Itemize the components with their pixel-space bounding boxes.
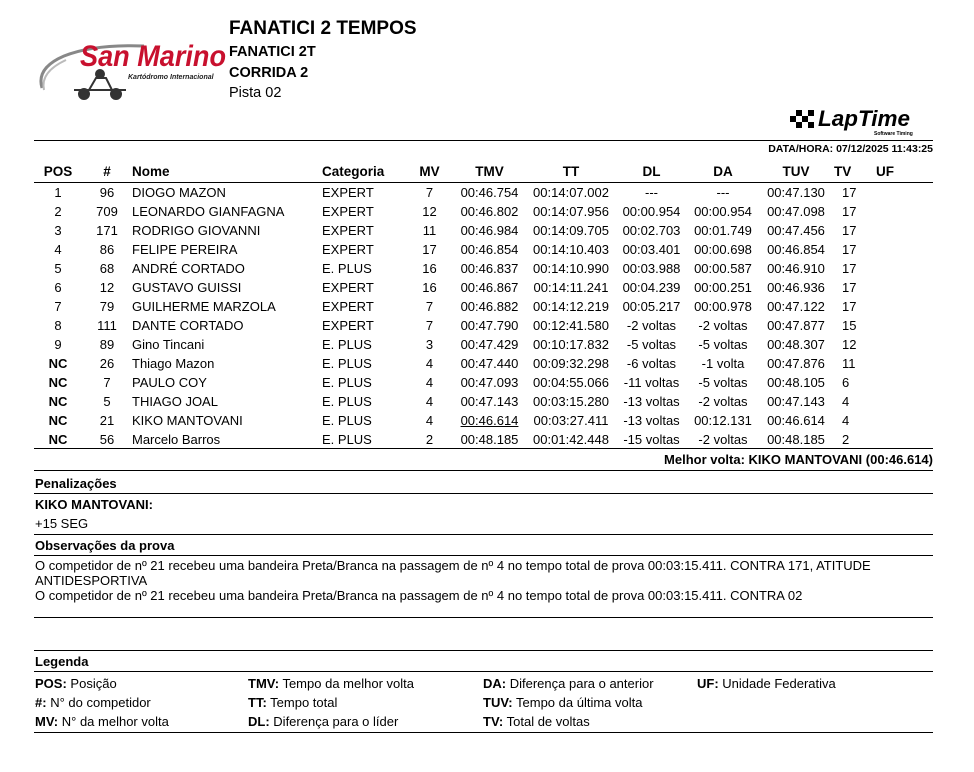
cell-tmv: 00:46.984	[460, 223, 519, 238]
cell-number: 111	[97, 318, 117, 333]
cell-uf	[876, 373, 933, 392]
col-header-tv: TV	[834, 160, 876, 183]
table-row	[34, 392, 933, 411]
cell-tmv: 00:48.185	[460, 432, 519, 447]
legend-divider	[34, 671, 933, 672]
cell-tt: 00:14:07.956	[533, 204, 609, 219]
cell-da: -2 voltas	[698, 394, 748, 409]
best-lap-divider	[34, 470, 933, 471]
cell-dl: 00:00.954	[622, 204, 681, 219]
cell-da: 00:00.251	[694, 280, 752, 295]
cell-name: Gino Tincani	[132, 337, 205, 352]
table-row	[34, 221, 933, 240]
cell-category: E. PLUS	[322, 375, 372, 390]
table-row	[34, 183, 933, 203]
cell-tv: 17	[842, 299, 857, 314]
cell-category: E. PLUS	[322, 356, 372, 371]
cell-uf	[876, 411, 933, 430]
cell-name: THIAGO JOAL	[132, 394, 218, 409]
cell-tuv: 00:48.185	[767, 432, 825, 447]
cell-da: -2 voltas	[698, 318, 748, 333]
cell-name: KIKO MANTOVANI	[132, 413, 243, 428]
cell-tmv: 00:46.882	[460, 299, 519, 314]
table-row	[34, 202, 933, 221]
legend-item-da: DA: Diferença para o anterior	[483, 676, 654, 691]
cell-mv: 12	[422, 204, 437, 219]
table-row	[34, 335, 933, 354]
cell-da: -5 voltas	[698, 375, 748, 390]
cell-number: 171	[96, 223, 118, 238]
col-header-category: Categoria	[322, 160, 407, 183]
cell-tt: 00:09:32.298	[533, 356, 609, 371]
observations-top-divider	[34, 534, 933, 535]
cell-da: 00:00.954	[694, 204, 752, 219]
cell-pos: 5	[54, 261, 62, 276]
cell-tt: 00:10:17.832	[533, 337, 609, 352]
legend-top-divider	[34, 650, 933, 651]
legend-item-tt: TT: Tempo total	[248, 695, 338, 710]
laptime-subtitle: Software Timing	[874, 131, 913, 137]
cell-uf	[876, 240, 933, 259]
cell-tmv: 00:46.614	[460, 413, 519, 428]
cell-pos: NC	[48, 413, 68, 428]
table-row	[34, 373, 933, 392]
cell-tt: 00:03:15.280	[533, 394, 609, 409]
cell-tv: 15	[842, 318, 857, 333]
cell-tt: 00:14:10.403	[533, 242, 609, 257]
cell-number: 56	[99, 432, 115, 447]
cell-dl: -2 voltas	[626, 318, 677, 333]
table-row	[34, 316, 933, 335]
col-header-da: DA	[688, 160, 758, 183]
cell-name: GUILHERME MARZOLA	[132, 299, 276, 314]
cell-tv: 11	[842, 356, 856, 371]
cell-name: DANTE CORTADO	[132, 318, 244, 333]
cell-tt: 00:14:07.002	[533, 185, 609, 200]
cell-mv: 16	[422, 261, 437, 276]
cell-mv: 7	[425, 318, 434, 333]
cell-tt: 00:03:27.411	[533, 413, 609, 428]
cell-tt: 00:12:41.580	[533, 318, 609, 333]
col-header-number: #	[82, 160, 132, 183]
penalties-divider	[34, 493, 933, 494]
cell-tuv: 00:47.456	[767, 223, 825, 238]
table-row	[34, 259, 933, 278]
event-subtitle: FANATICI 2T	[229, 44, 316, 60]
cell-tuv: 00:46.614	[767, 413, 825, 428]
penalties-title: Penalizações	[35, 476, 117, 491]
cell-number: 89	[99, 337, 115, 352]
cell-da: -2 voltas	[698, 432, 748, 447]
legend-item-pos: POS: Posição	[35, 676, 117, 691]
legend-item-tmv: TMV: Tempo da melhor volta	[248, 676, 414, 691]
cell-tv: 17	[842, 185, 857, 200]
cell-category: E. PLUS	[322, 337, 372, 352]
cell-category: EXPERT	[322, 280, 374, 295]
cell-category: EXPERT	[322, 204, 374, 219]
cell-tuv: 00:47.877	[767, 318, 825, 333]
cell-uf	[876, 430, 933, 449]
cell-tv: 12	[842, 337, 857, 352]
cell-tmv: 00:47.093	[460, 375, 519, 390]
cell-category: EXPERT	[322, 185, 374, 200]
cell-tt: 00:14:12.219	[533, 299, 609, 314]
cell-dl: 00:05.217	[622, 299, 681, 314]
cell-da: 00:00.587	[694, 261, 752, 276]
cell-uf	[876, 202, 933, 221]
table-row	[34, 278, 933, 297]
cell-category: EXPERT	[322, 318, 374, 333]
cell-tv: 2	[842, 432, 850, 447]
cell-pos: NC	[48, 394, 68, 409]
cell-number: 7	[103, 375, 111, 390]
san-marino-logo	[34, 38, 228, 104]
observation-line-2: O competidor de nº 21 recebeu uma bandeira Preta/Branca na passagem de nº 4 no tempo total de prova 00:03:15.411. CONTRA 02	[35, 588, 803, 603]
cell-tmv: 00:46.854	[460, 242, 519, 257]
penalty-driver: KIKO MANTOVANI:	[35, 497, 153, 512]
table-row	[34, 430, 933, 449]
cell-tuv: 00:48.105	[767, 375, 825, 390]
cell-mv: 11	[422, 223, 437, 238]
cell-tuv: 00:47.876	[767, 356, 825, 371]
cell-number: 96	[99, 185, 115, 200]
cell-tv: 17	[842, 280, 857, 295]
cell-category: E. PLUS	[322, 432, 372, 447]
penalty-value: +15 SEG	[35, 516, 89, 531]
cell-mv: 17	[422, 242, 437, 257]
cell-number: 709	[96, 204, 118, 219]
cell-uf	[876, 316, 933, 335]
cell-da: 00:01.749	[694, 223, 752, 238]
cell-dl: -15 voltas	[623, 432, 680, 447]
cell-mv: 4	[425, 394, 434, 409]
cell-number: 12	[99, 280, 115, 295]
cell-category: E. PLUS	[322, 261, 372, 276]
cell-name: Marcelo Barros	[132, 432, 221, 447]
observations-bottom-divider	[34, 617, 933, 618]
observation-line-1: O competidor de nº 21 recebeu uma bandeira Preta/Branca na passagem de nº 4 no tempo total de prova 00:03:15.411. CONTRA 171, ATITUDE ANTIDESPORTIVA	[35, 558, 871, 588]
cell-dl: ---	[645, 185, 658, 200]
cell-uf	[876, 297, 933, 316]
cell-mv: 4	[425, 413, 434, 428]
cell-da: 00:00.978	[694, 299, 752, 314]
legend-bottom-divider	[34, 732, 933, 733]
cell-pos: 9	[54, 337, 62, 352]
cell-tt: 00:01:42.448	[533, 432, 609, 447]
legend-item-tv: TV: Total de voltas	[483, 714, 590, 729]
cell-da: ---	[716, 185, 730, 200]
col-header-mv: MV	[407, 160, 452, 183]
cell-dl: -13 voltas	[623, 394, 680, 409]
cell-dl: -13 voltas	[623, 413, 680, 428]
cell-tmv: 00:47.440	[460, 356, 519, 371]
cell-pos: 6	[54, 280, 62, 295]
cell-tmv: 00:47.429	[460, 337, 519, 352]
best-lap: Melhor volta: KIKO MANTOVANI (00:46.614)	[664, 452, 933, 467]
col-header-name: Nome	[132, 160, 322, 183]
cell-tt: 00:04:55.066	[533, 375, 609, 390]
col-header-tmv: TMV	[452, 160, 527, 183]
track-name: Pista 02	[229, 85, 282, 101]
cell-number: 86	[99, 242, 115, 257]
cell-pos: NC	[48, 356, 68, 371]
cell-name: LEONARDO GIANFAGNA	[132, 204, 285, 219]
report-datetime: DATA/HORA: 07/12/2025 11:43:25	[768, 143, 933, 155]
cell-uf	[876, 354, 933, 373]
cell-number: 79	[99, 299, 115, 314]
table-row	[34, 297, 933, 316]
cell-tuv: 00:46.854	[767, 242, 825, 257]
cell-category: E. PLUS	[322, 394, 372, 409]
cell-tuv: 00:46.910	[767, 261, 825, 276]
cell-tv: 6	[842, 375, 850, 390]
cell-tuv: 00:47.130	[767, 185, 825, 200]
event-title: FANATICI 2 TEMPOS	[229, 18, 417, 39]
table-bottom-divider	[34, 448, 933, 449]
cell-da: 00:12.131	[694, 413, 752, 428]
col-header-uf: UF	[876, 160, 933, 183]
cell-tv: 17	[842, 204, 857, 219]
legend-item-dl: DL: Diferença para o líder	[248, 714, 399, 729]
observations-divider	[34, 555, 933, 556]
cell-uf	[876, 335, 933, 354]
cell-tv: 17	[842, 242, 857, 257]
legend-item-mv: MV: N° da melhor volta	[35, 714, 169, 729]
cell-tv: 4	[842, 413, 850, 428]
cell-name: Thiago Mazon	[132, 356, 215, 371]
cell-tmv: 00:46.802	[460, 204, 519, 219]
cell-dl: -5 voltas	[626, 337, 677, 352]
cell-uf	[876, 259, 933, 278]
race-name: CORRIDA 2	[229, 65, 309, 81]
cell-mv: 7	[425, 185, 434, 200]
cell-pos: NC	[48, 375, 68, 390]
cell-mv: 16	[422, 280, 437, 295]
col-header-pos: POS	[34, 160, 82, 183]
cell-mv: 4	[425, 375, 434, 390]
cell-mv: 4	[425, 356, 434, 371]
cell-category: EXPERT	[322, 242, 374, 257]
cell-tt: 00:14:09.705	[533, 223, 609, 238]
cell-number: 21	[99, 413, 115, 428]
cell-tmv: 00:46.837	[460, 261, 519, 276]
cell-tuv: 00:47.122	[767, 299, 825, 314]
cell-category: E. PLUS	[322, 413, 372, 428]
cell-da: 00:00.698	[694, 242, 752, 257]
legend-title: Legenda	[35, 654, 89, 669]
cell-pos: 3	[54, 223, 62, 238]
cell-tuv: 00:47.098	[767, 204, 825, 219]
cell-category: EXPERT	[322, 299, 374, 314]
cell-name: ANDRÉ CORTADO	[132, 261, 245, 276]
logo-subtitle: Kartódromo Internacional	[128, 74, 214, 81]
cell-category: EXPERT	[322, 223, 374, 238]
cell-tuv: 00:46.936	[767, 280, 825, 295]
col-header-tt: TT	[527, 160, 615, 183]
legend-item-number: #: N° do competidor	[35, 695, 151, 710]
cell-name: PAULO COY	[132, 375, 207, 390]
cell-uf	[876, 278, 933, 297]
cell-dl: -6 voltas	[626, 356, 677, 371]
cell-pos: 7	[54, 299, 62, 314]
cell-tt: 00:14:11.241	[533, 280, 609, 295]
cell-dl: -11 voltas	[623, 375, 680, 390]
cell-tv: 17	[842, 223, 857, 238]
observations-title: Observações da prova	[35, 538, 175, 553]
cell-mv: 3	[425, 337, 434, 352]
table-row	[34, 240, 933, 259]
cell-uf	[876, 183, 933, 203]
table-row	[34, 354, 933, 373]
cell-tuv: 00:48.307	[767, 337, 825, 352]
cell-pos: NC	[48, 432, 68, 447]
cell-pos: 1	[54, 185, 62, 200]
kart-icon	[74, 70, 126, 99]
cell-name: FELIPE PEREIRA	[132, 242, 238, 257]
cell-name: GUSTAVO GUISSI	[132, 280, 242, 295]
cell-dl: 00:02.703	[622, 223, 681, 238]
legend-item-uf: UF: Unidade Federativa	[697, 676, 836, 691]
cell-da: -1 volta	[701, 356, 745, 371]
cell-dl: 00:03.401	[622, 242, 681, 257]
cell-da: -5 voltas	[698, 337, 748, 352]
cell-tv: 4	[842, 394, 850, 409]
results-table	[34, 160, 933, 449]
cell-mv: 2	[425, 432, 434, 447]
table-header-row	[34, 160, 933, 183]
cell-dl: 00:04.239	[622, 280, 681, 295]
col-header-tuv: TUV	[758, 160, 834, 183]
laptime-brand: LapTime	[818, 106, 910, 131]
cell-mv: 7	[425, 299, 434, 314]
cell-tv: 17	[842, 261, 857, 276]
logo-brand: San Marino	[80, 40, 226, 73]
table-row	[34, 411, 933, 430]
cell-number: 5	[103, 394, 111, 409]
cell-tmv: 00:46.754	[460, 185, 519, 200]
cell-pos: 2	[54, 204, 62, 219]
cell-uf	[876, 221, 933, 240]
cell-pos: 4	[54, 242, 62, 257]
cell-number: 68	[99, 261, 115, 276]
cell-tmv: 00:47.790	[460, 318, 519, 333]
cell-pos: 8	[54, 318, 62, 333]
header-divider	[34, 140, 933, 141]
cell-uf	[876, 392, 933, 411]
cell-tt: 00:14:10.990	[533, 261, 609, 276]
cell-tmv: 00:46.867	[460, 280, 519, 295]
col-header-dl: DL	[615, 160, 688, 183]
legend-item-tuv: TUV: Tempo da última volta	[483, 695, 643, 710]
cell-name: RODRIGO GIOVANNI	[132, 223, 261, 238]
cell-tuv: 00:47.143	[767, 394, 825, 409]
laptime-logo	[788, 104, 914, 138]
checkered-flag-icon	[790, 110, 814, 128]
cell-dl: 00:03.988	[622, 261, 681, 276]
cell-number: 26	[99, 356, 115, 371]
cell-tmv: 00:47.143	[460, 394, 519, 409]
cell-name: DIOGO MAZON	[132, 185, 226, 200]
